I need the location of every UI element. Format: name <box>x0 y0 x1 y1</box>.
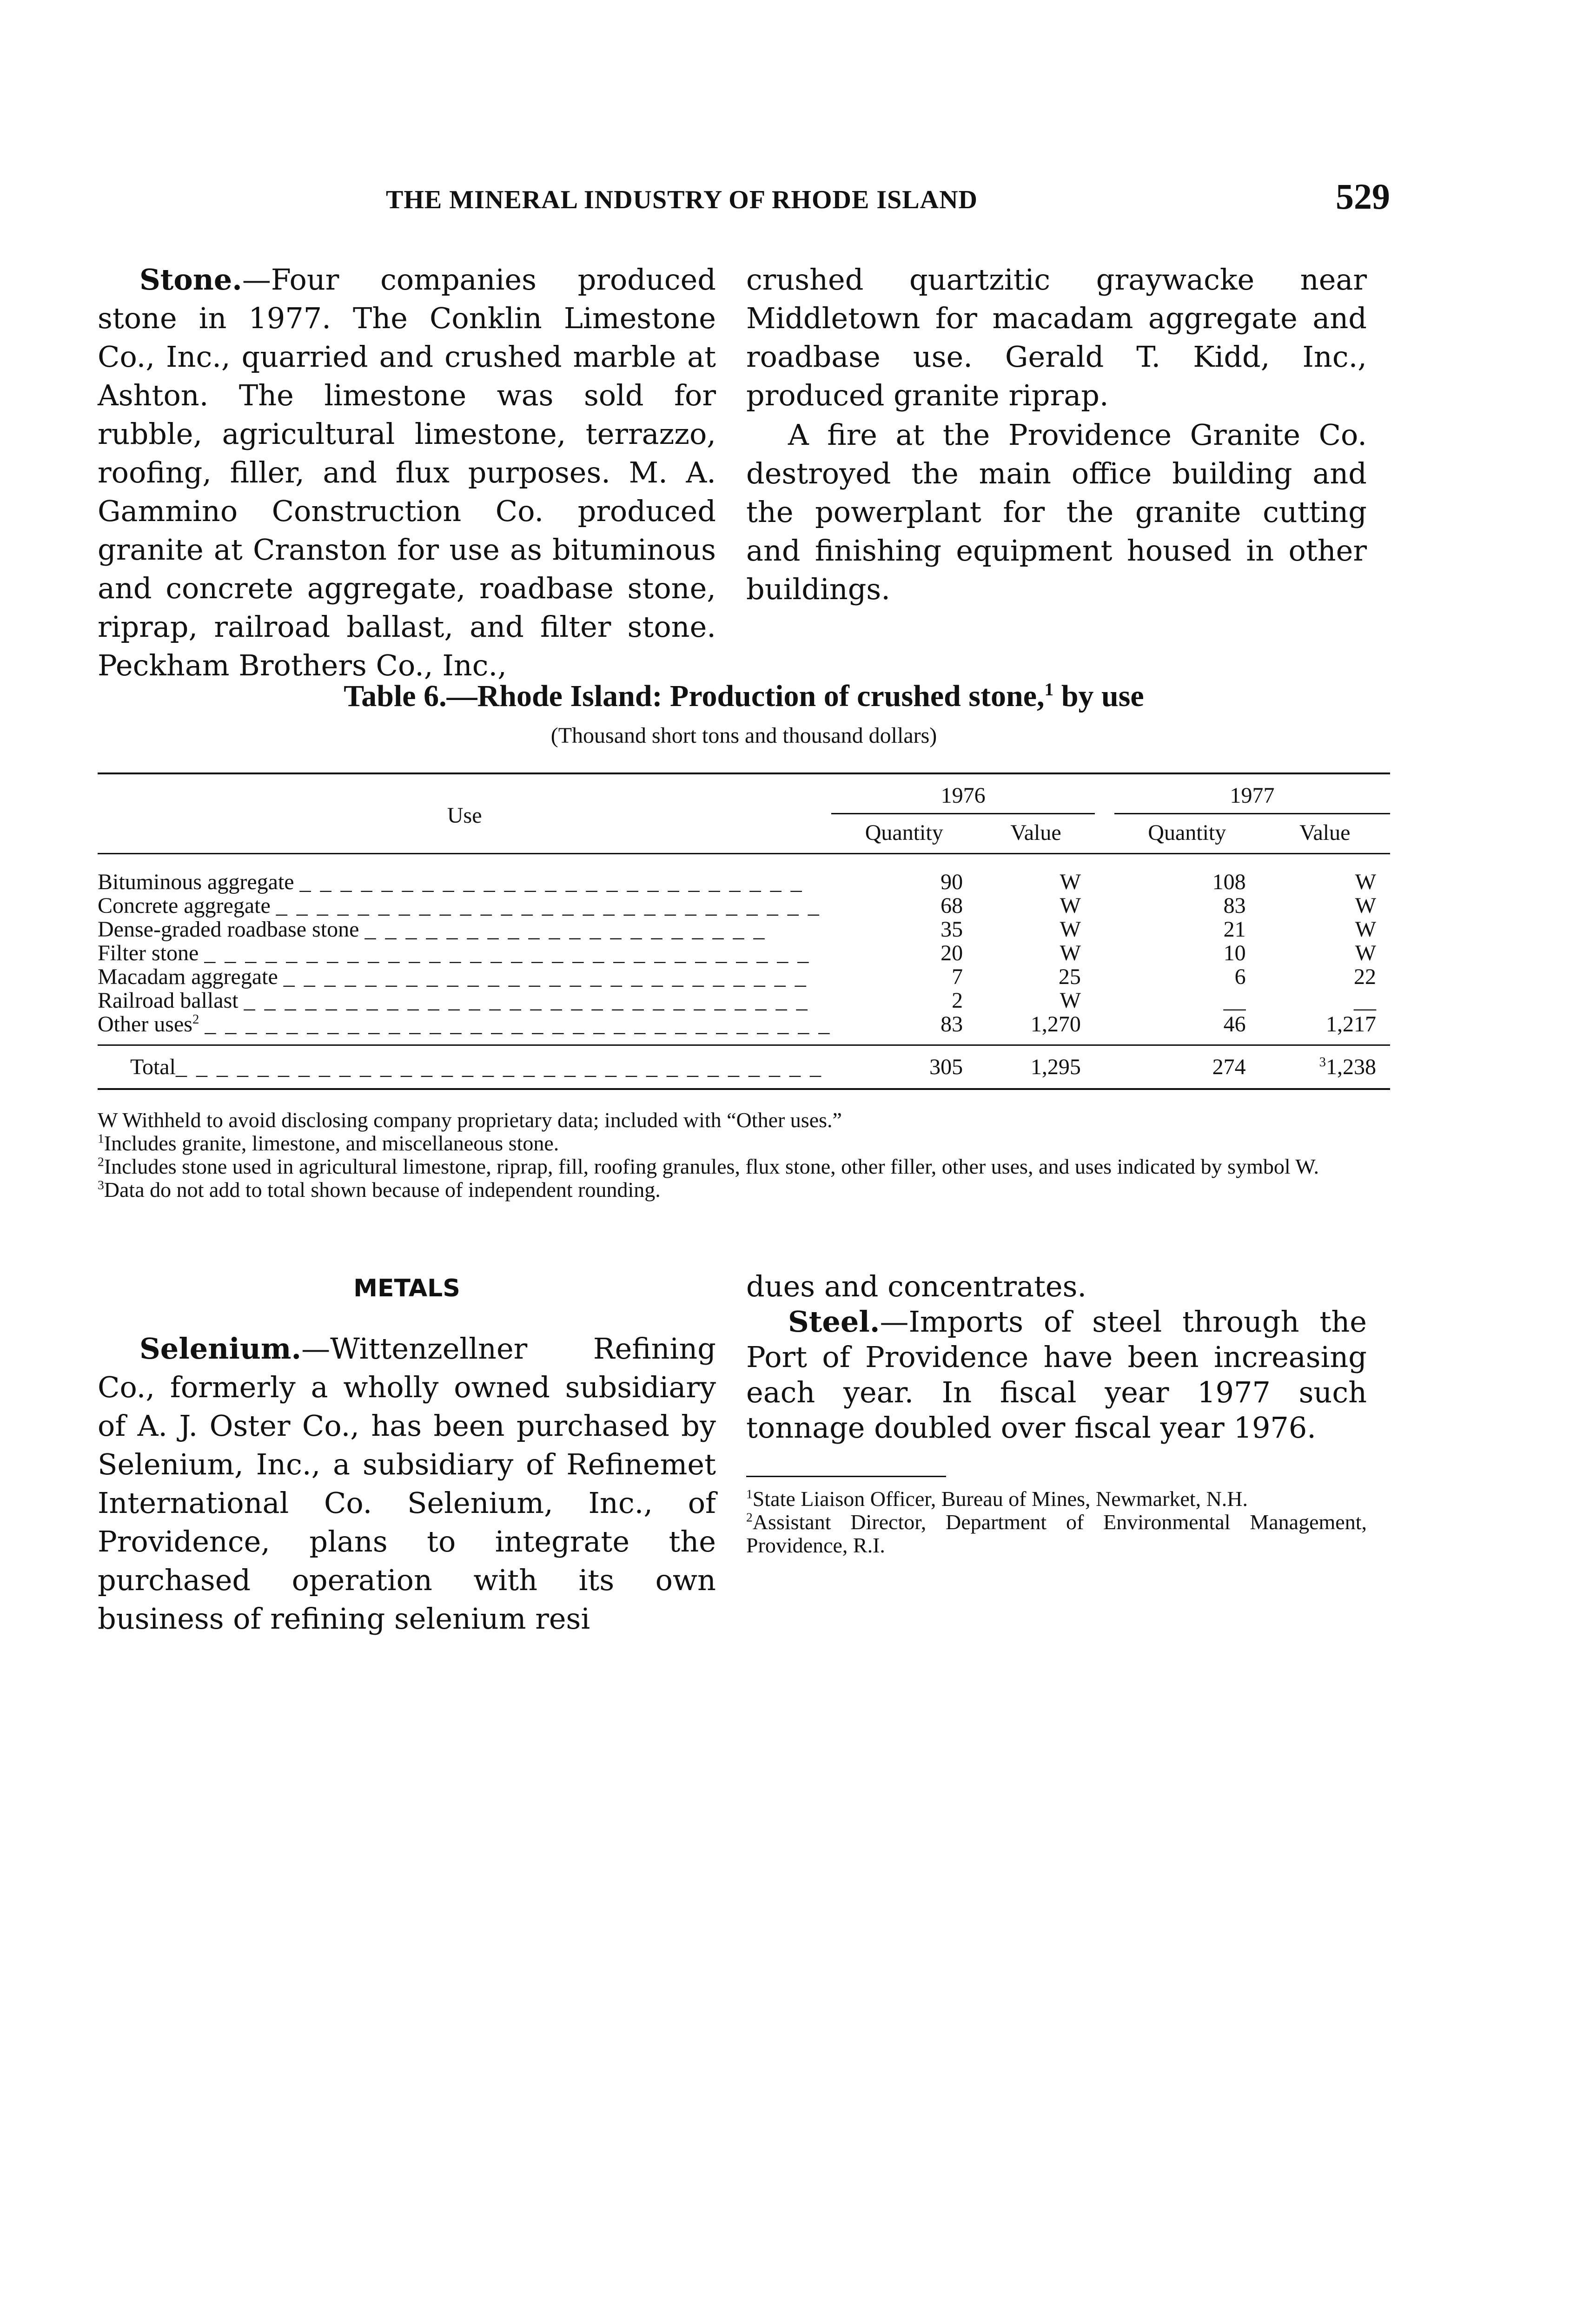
metals-right-column <box>746 1269 1367 1446</box>
steel-lead: Steel. <box>788 1305 880 1339</box>
selenium-paragraph <box>98 1329 716 1638</box>
cell-q1977: __ <box>1223 988 1246 1013</box>
stone-paragraph-right <box>746 260 1367 608</box>
table-row: Macadam aggregate _ _ _ _ _ _ _ _ _ _ _ _ _ _ _ _ _ _ _ _ _ _ _ _ _ _ 7 25 6 22 <box>98 965 1390 989</box>
total-q1977: 274 <box>1114 1045 1260 1089</box>
cell-v1977: W <box>1355 870 1376 894</box>
cell-q1976: 20 <box>941 941 963 965</box>
cell-v1977: __ <box>1354 988 1376 1013</box>
stone-text-left: —Four companies produced stone in 1977. The Conklin Limestone Co., Inc., quarried and crushed marble at Ashton. The limestone was sold for rubble, agricultural limestone, terrazzo, roofing, filler, and flux purposes. M. A. Gammino Construction Co. produced granite at Cranston for use as bituminous and concrete aggregate, roadbase stone, riprap, railroad ballast, and filter stone. Peckham Brothers Co., Inc., <box>98 263 716 682</box>
table-row: Other uses$^2$ _ _ _ _ _ _ _ _ _ _ _ _ _ _ _ _ _ _ _ _ _ _ _ _ _ _ _ _ _ _ _ 83 1,270 46 1,217 <box>98 1012 1390 1045</box>
cell-q1976: 68 <box>941 893 963 918</box>
row-use: Railroad ballast <box>98 988 238 1013</box>
crushed-stone-table <box>98 772 1390 1090</box>
total-q1976: 305 <box>831 1045 977 1089</box>
row-use: Macadam aggregate <box>98 964 278 989</box>
stone-lead: Stone. <box>139 263 242 297</box>
cell-v1977: 1,217 <box>1260 1012 1390 1045</box>
quantity-1977-header: Quantity <box>1114 814 1260 854</box>
cell-v1977: W <box>1355 893 1376 918</box>
table-title: Table 6.—Rhode Island: Production of crushed stone,$^1$ by use <box>344 679 1144 713</box>
cell-v1977: W <box>1355 941 1376 965</box>
note-1: $^1$Includes granite, limestone, and miscellaneous stone. <box>98 1131 559 1155</box>
footnote-1: $^1$State Liaison Officer, Bureau of Mines, Newmarket, N.H. <box>746 1486 1248 1511</box>
row-use: Bituminous aggregate <box>98 870 294 894</box>
metals-heading: METALS <box>353 1274 460 1302</box>
row-use: Other uses <box>98 1012 192 1037</box>
cell-q1976: 83 <box>831 1012 977 1045</box>
steel-text: —Imports of steel through the Port of Providence have been increasing each year. In fiscal year 1977 such tonnage doubled over fiscal year 1976. <box>746 1305 1367 1445</box>
year-1977-header: 1977 <box>1114 773 1390 814</box>
table-row: Filter stone _ _ _ _ _ _ _ _ _ _ _ _ _ _ _ _ _ _ _ _ _ _ _ _ _ _ _ _ _ _ 20 W 10 W <box>98 941 1390 965</box>
value-1976-header: Value <box>977 814 1095 854</box>
total-v1977: $^3$1,238 <box>1260 1045 1390 1089</box>
row-use-footnote-mark: 2 <box>192 1012 199 1027</box>
stone-paragraph-left <box>98 260 716 685</box>
fire-paragraph: A fire at the Providence Granite Co. destroyed the main office building and the powerplant for the granite cutting and finishing equipment housed in other buildings. <box>746 418 1367 606</box>
cell-q1977: 108 <box>1212 870 1246 894</box>
quantity-1976-header: Quantity <box>831 814 977 854</box>
table-subtitle: (Thousand short tons and thousand dollars) <box>550 723 937 748</box>
cell-q1976: 7 <box>952 964 963 989</box>
cell-q1976: 90 <box>941 870 963 894</box>
year-1976-header: 1976 <box>831 773 1095 814</box>
selenium-text: —Wittenzellner Refining Co., formerly a wholly owned subsidiary of A. J. Oster Co., has been purchased by Selenium, Inc., a subsidiary of Refinemet International Co. Selenium, Inc., of Providence, plans to integrate the purchased operation with its own business of refining selenium resi <box>98 1332 716 1636</box>
note-w: W Withheld to avoid disclosing company proprietary data; included with “Other uses.” <box>98 1108 842 1132</box>
page-number: 529 <box>1336 176 1390 217</box>
selenium-continued: dues and concentrates. <box>746 1269 1087 1303</box>
cell-v1977: W <box>1355 917 1376 942</box>
cell-v1976: W <box>1060 941 1081 965</box>
running-title: THE MINERAL INDUSTRY OF RHODE ISLAND <box>386 185 978 214</box>
cell-v1976: W <box>1060 988 1081 1013</box>
total-v1976: 1,295 <box>977 1045 1095 1089</box>
row-use: Filter stone <box>98 941 199 965</box>
total-row: Total_ _ _ _ _ _ _ _ _ _ _ _ _ _ _ _ _ _ _ _ _ _ _ _ _ _ _ _ _ _ _ _ 305 1,295 274 $^3$1,238 <box>98 1045 1390 1089</box>
footnote-2: $^2$Assistant Director, Department of Environmental Management, Providence, R.I. <box>746 1510 1367 1557</box>
cell-q1977: 10 <box>1223 941 1246 965</box>
total-label: Total <box>130 1055 176 1079</box>
selenium-lead: Selenium. <box>139 1332 302 1366</box>
cell-v1976: W <box>1060 870 1081 894</box>
cell-v1976: 1,270 <box>977 1012 1095 1045</box>
page-footnotes <box>746 1487 1367 1557</box>
table-row: Dense-graded roadbase stone _ _ _ _ _ _ _ _ _ _ _ _ _ _ _ _ _ _ _ _ 35 W 21 W <box>98 918 1390 941</box>
footnote-rule <box>746 1476 946 1477</box>
row-use: Dense-graded roadbase stone <box>98 917 359 942</box>
cell-q1977: 83 <box>1223 893 1246 918</box>
note-3: $^3$Data do not add to total shown because of independent rounding. <box>98 1177 661 1202</box>
cell-q1976: 2 <box>952 988 963 1013</box>
value-1977-header: Value <box>1260 814 1390 854</box>
use-column-header: Use <box>98 773 831 854</box>
cell-q1977: 6 <box>1234 964 1246 989</box>
stone-text-right: crushed quartzitic graywacke near Middletown for macadam aggregate and roadbase use. Gerald T. Kidd, Inc., produced granite riprap. <box>746 263 1367 412</box>
cell-v1977: 22 <box>1354 964 1376 989</box>
table-body <box>98 854 1390 1089</box>
cell-v1976: 25 <box>1058 964 1081 989</box>
table-notes <box>98 1109 1390 1202</box>
note-2: $^2$Includes stone used in agricultural limestone, riprap, fill, roofing granules, flux stone, other filler, other uses, and uses indicated by symbol W. <box>98 1154 1319 1178</box>
cell-q1977: 21 <box>1223 917 1246 942</box>
cell-v1976: W <box>1060 917 1081 942</box>
cell-q1976: 35 <box>941 917 963 942</box>
cell-v1976: W <box>1060 893 1081 918</box>
running-header <box>98 176 1390 222</box>
total-footnote-mark: 3 <box>1319 1055 1326 1070</box>
row-use: Concrete aggregate <box>98 893 271 918</box>
cell-q1977: 46 <box>1114 1012 1260 1045</box>
table-row: Bituminous aggregate _ _ _ _ _ _ _ _ _ _ _ _ _ _ _ _ _ _ _ _ _ _ _ _ _ 90 W 108 W <box>98 854 1390 894</box>
table-title-footnote-mark: 1 <box>1044 679 1054 700</box>
table-row: Concrete aggregate _ _ _ _ _ _ _ _ _ _ _ _ _ _ _ _ _ _ _ _ _ _ _ _ _ _ _ 68 W 83 W <box>98 894 1390 918</box>
table-row: Railroad ballast _ _ _ _ _ _ _ _ _ _ _ _ _ _ _ _ _ _ _ _ _ _ _ _ _ _ _ _ 2 W __ __ <box>98 989 1390 1012</box>
